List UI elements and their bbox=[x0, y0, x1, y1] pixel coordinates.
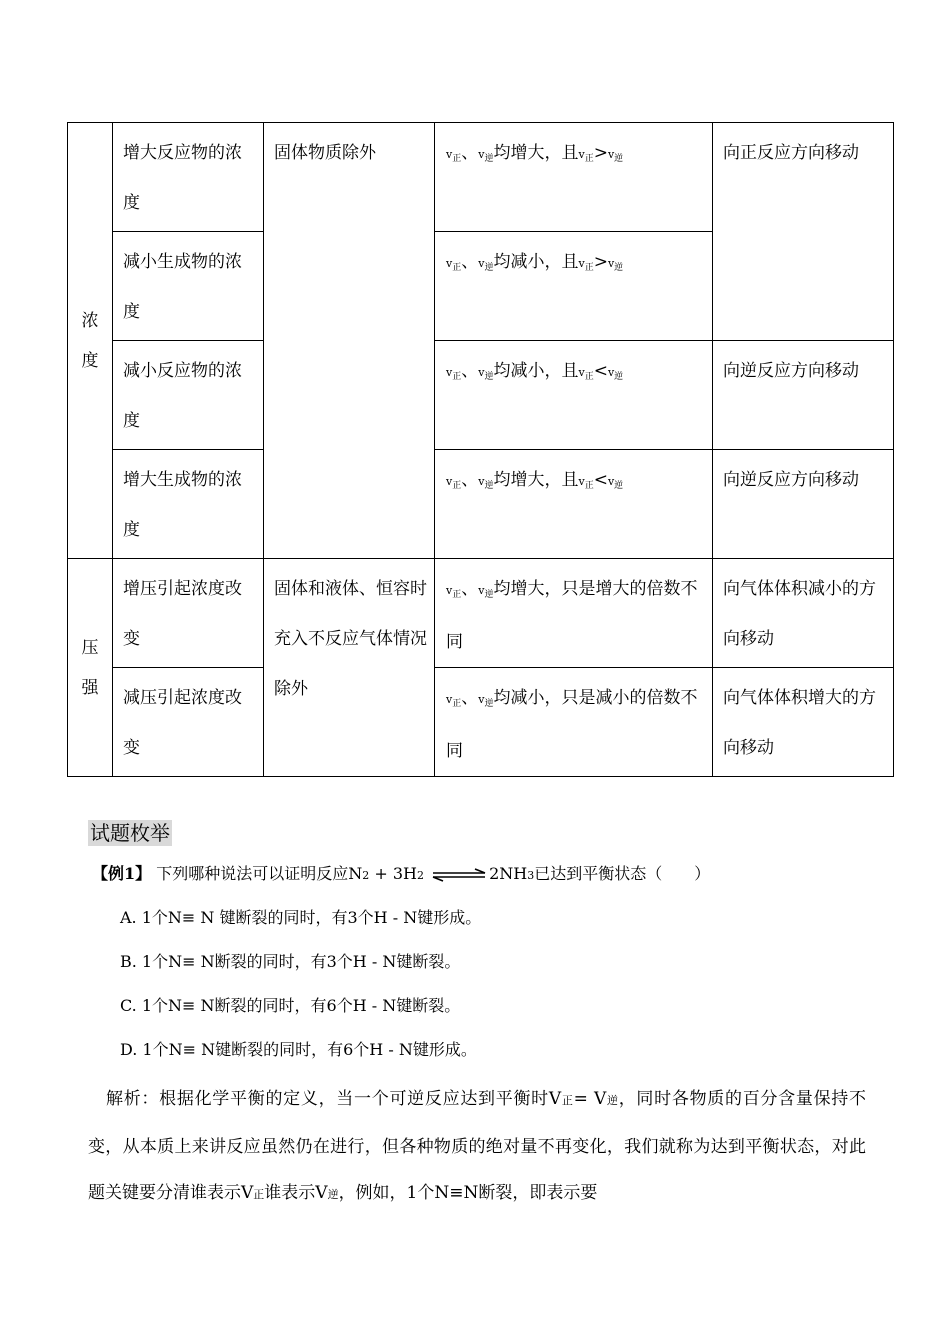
shift-cell: 向气体体积减小的方向移动 bbox=[713, 559, 894, 668]
rate-cell: v正、v逆均增大，且v正>v逆 bbox=[435, 123, 713, 232]
category-concentration bbox=[68, 123, 113, 559]
category-pressure bbox=[68, 559, 113, 777]
category-char: 强 bbox=[81, 677, 99, 698]
analysis-paragraph: 解析：根据化学平衡的定义，当一个可逆反应达到平衡时V正= V逆，同时各物质的百分含量保持不变，从本质上来讲反应虽然仍在进行，但各种物质的绝对量不再变化，我们就称为达到平衡状态，对此题关键要分清谁表示V正谁表示V逆，例如，1个N≡N断裂，即表示要 bbox=[88, 1089, 867, 1203]
category-char: 压 bbox=[81, 637, 99, 658]
question-text: 下列哪种说法可以证明反应N bbox=[156, 864, 363, 883]
condition-cell: 减压引起浓度改变 bbox=[113, 668, 264, 777]
equilibrium-shift-table bbox=[67, 122, 894, 777]
shift-cell: 向气体体积增大的方向移动 bbox=[713, 668, 894, 777]
rate-cell: v正、v逆均增大，且v正<v逆 bbox=[435, 450, 713, 559]
shift-cell: 向逆反应方向移动 bbox=[713, 450, 894, 559]
condition-cell: 减小生成物的浓度 bbox=[113, 232, 264, 341]
condition-cell: 增大反应物的浓度 bbox=[113, 123, 264, 232]
rate-cell: v正、v逆均减小，且v正<v逆 bbox=[435, 341, 713, 450]
rate-cell: v正、v逆均增大，只是增大的倍数不同 bbox=[435, 559, 713, 668]
category-char: 度 bbox=[81, 350, 99, 371]
rate-cell: v正、v逆均减小，只是减小的倍数不同 bbox=[435, 668, 713, 777]
option-c: C. 1个N≡ N断裂的同时，有6个H - N键断裂。 bbox=[120, 996, 461, 1015]
condition-cell: 增压引起浓度改变 bbox=[113, 559, 264, 668]
section-title: 试题枚举 bbox=[90, 821, 170, 845]
exception-cell: 固体物质除外 bbox=[264, 123, 435, 559]
category-char: 浓 bbox=[81, 310, 99, 331]
option-d: D. 1个N≡ N键断裂的同时，有6个H - N键形成。 bbox=[120, 1040, 477, 1059]
option-a: A. 1个N≡ N 键断裂的同时，有3个H - N键形成。 bbox=[120, 908, 482, 927]
equilibrium-arrow-icon bbox=[431, 868, 487, 882]
option-b: B. 1个N≡ N断裂的同时，有3个H - N键断裂。 bbox=[120, 952, 461, 971]
example-tag: 【例1】 bbox=[92, 864, 152, 883]
condition-cell: 减小反应物的浓度 bbox=[113, 341, 264, 450]
shift-cell: 向逆反应方向移动 bbox=[713, 341, 894, 450]
exception-cell: 固体和液体、恒容时充入不反应气体情况除外 bbox=[264, 559, 435, 777]
condition-cell: 增大生成物的浓度 bbox=[113, 450, 264, 559]
example-question: 【例1】 下列哪种说法可以证明反应N2 + 3H2 2NH3已达到平衡状态（ ） bbox=[92, 864, 711, 883]
shift-cell: 向正反应方向移动 bbox=[713, 123, 894, 341]
rate-cell: v正、v逆均减小，且v正>v逆 bbox=[435, 232, 713, 341]
